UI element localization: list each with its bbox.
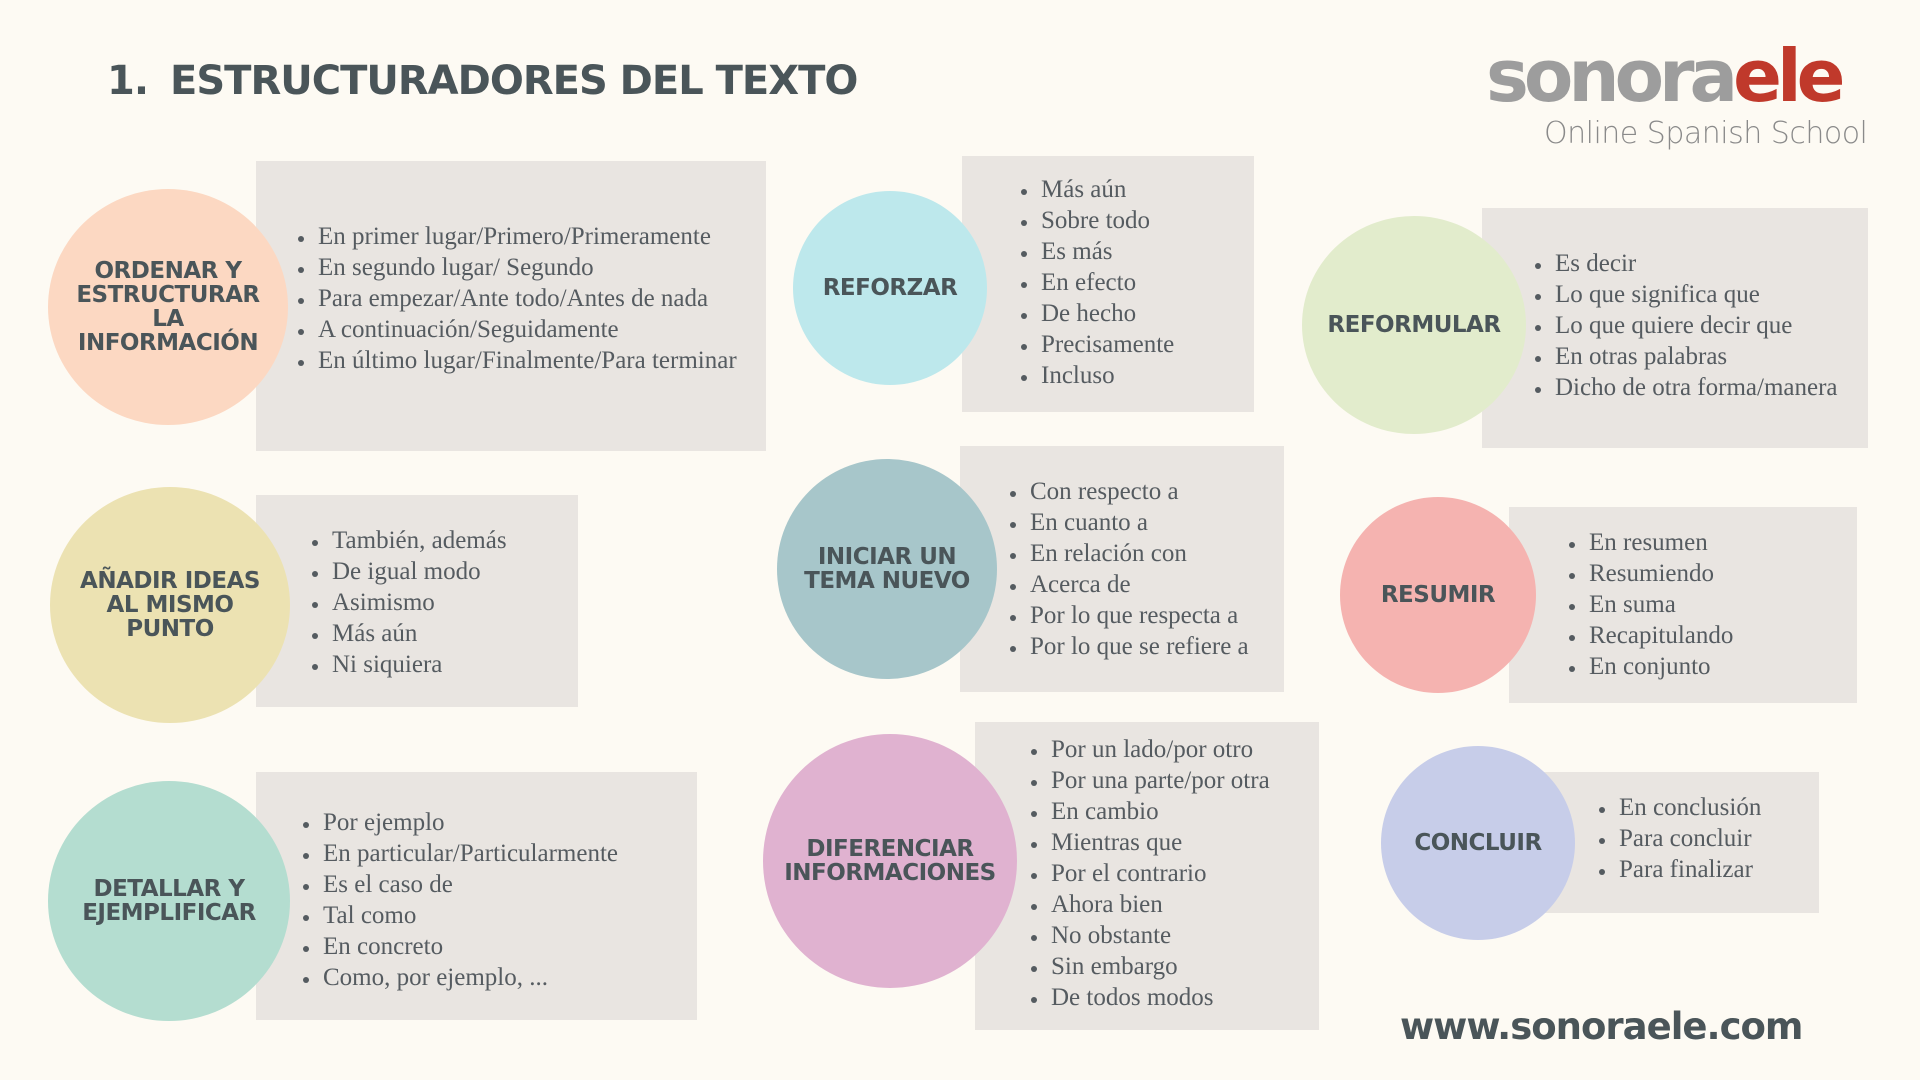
list-item: • En cuanto a <box>1028 507 1284 538</box>
list-item: • En particular/Particularmente <box>321 838 697 869</box>
list-item: • En conclusión <box>1617 792 1819 823</box>
logo-wordmark <box>1486 34 1841 118</box>
list-item: • Tal como <box>321 900 697 931</box>
list-item: • Sobre todo <box>1039 205 1254 236</box>
list-item: • También, además <box>330 525 578 556</box>
list-item: • Para finalizar <box>1617 854 1819 885</box>
list-item: • En otras palabras <box>1553 341 1868 372</box>
list-item: • Con respecto a <box>1028 476 1284 507</box>
list-item: • En concreto <box>321 931 697 962</box>
list-item: • Sin embargo <box>1049 951 1319 982</box>
list-item: • Precisamente <box>1039 329 1254 360</box>
list-item: • Por ejemplo <box>321 807 697 838</box>
list-item: • En conjunto <box>1587 651 1857 682</box>
list-concluir <box>1541 772 1819 885</box>
logo-word-red: ele <box>1733 34 1841 118</box>
list-item: • Para concluir <box>1617 823 1819 854</box>
list-ordenar <box>256 161 766 376</box>
list-reforzar <box>962 156 1254 391</box>
list-item: • Incluso <box>1039 360 1254 391</box>
circle-detallar <box>48 781 290 1021</box>
circle-anadir <box>50 487 290 723</box>
label-ordenar: ORDENAR Y ESTRUCTURAR LA INFORMACIÓN <box>76 258 260 356</box>
list-item: • Acerca de <box>1028 569 1284 600</box>
list-item: • Por lo que se refiere a <box>1028 631 1284 662</box>
logo-tagline: Online Spanish School <box>1544 116 1868 151</box>
title-text: ESTRUCTURADORES DEL TEXTO <box>170 58 858 104</box>
label-anadir: AÑADIR IDEAS AL MISMO PUNTO <box>80 568 260 642</box>
list-item: • A continuación/Seguidamente <box>316 314 746 345</box>
circle-concluir <box>1381 746 1575 940</box>
list-item: • En primer lugar/Primero/Primeramente <box>316 221 746 252</box>
box-detallar <box>256 772 697 1020</box>
list-item: • En último lugar/Finalmente/Para terminar <box>316 345 746 376</box>
list-item: • Como, por ejemplo, ... <box>321 962 697 993</box>
list-iniciar <box>960 446 1284 662</box>
list-item: • Mientras que <box>1049 827 1319 858</box>
list-item: • Resumiendo <box>1587 558 1857 589</box>
box-iniciar <box>960 446 1284 692</box>
box-concluir <box>1541 772 1819 913</box>
list-item: • Recapitulando <box>1587 620 1857 651</box>
sonoraele-logo <box>1486 34 1868 160</box>
list-item: • Asimismo <box>330 587 578 618</box>
title-number: 1. <box>107 58 149 104</box>
logo-word-grey: sonora <box>1486 34 1734 118</box>
list-item: • En cambio <box>1049 796 1319 827</box>
list-item: • En efecto <box>1039 267 1254 298</box>
list-reformular <box>1482 208 1868 403</box>
page-title <box>107 58 857 104</box>
circle-diferenciar <box>763 734 1017 988</box>
list-item: • Lo que significa que <box>1553 279 1868 310</box>
label-resumir: RESUMIR <box>1380 582 1496 608</box>
box-anadir <box>256 495 578 707</box>
box-resumir <box>1509 507 1857 703</box>
list-item: • Más aún <box>1039 174 1254 205</box>
list-item: • Es más <box>1039 236 1254 267</box>
list-resumir <box>1509 507 1857 682</box>
list-item: • En suma <box>1587 589 1857 620</box>
list-item: • De hecho <box>1039 298 1254 329</box>
list-detallar <box>256 772 697 993</box>
list-item: • No obstante <box>1049 920 1319 951</box>
label-iniciar: INICIAR UN TEMA NUEVO <box>804 544 970 594</box>
circle-ordenar <box>48 189 288 425</box>
label-reformular: REFORMULAR <box>1327 312 1501 338</box>
website-url: www.sonoraele.com <box>1400 1005 1803 1048</box>
circle-reforzar <box>793 191 987 385</box>
list-item: • Por un lado/por otro <box>1049 734 1319 765</box>
circle-reformular <box>1302 216 1526 434</box>
label-diferenciar: DIFERENCIAR INFORMACIONES <box>784 836 996 886</box>
list-item: • Más aún <box>330 618 578 649</box>
list-item: • Por el contrario <box>1049 858 1319 889</box>
label-reforzar: REFORZAR <box>822 275 958 301</box>
list-item: • Dicho de otra forma/manera <box>1553 372 1868 403</box>
label-detallar: DETALLAR Y EJEMPLIFICAR <box>82 876 256 926</box>
list-item: • De igual modo <box>330 556 578 587</box>
list-diferenciar <box>975 722 1319 1013</box>
list-item: • Es el caso de <box>321 869 697 900</box>
list-item: • Es decir <box>1553 248 1868 279</box>
box-diferenciar <box>975 722 1319 1030</box>
list-anadir <box>256 495 578 680</box>
list-item: • Lo que quiere decir que <box>1553 310 1868 341</box>
list-item: • Por lo que respecta a <box>1028 600 1284 631</box>
circle-iniciar <box>777 459 997 679</box>
list-item: • Para empezar/Ante todo/Antes de nada <box>316 283 746 314</box>
list-item: • De todos modos <box>1049 982 1319 1013</box>
label-concluir: CONCLUIR <box>1414 830 1542 856</box>
circle-resumir <box>1340 497 1536 693</box>
list-item: • Ni siquiera <box>330 649 578 680</box>
box-ordenar <box>256 161 766 451</box>
box-reformular <box>1482 208 1868 448</box>
list-item: • En relación con <box>1028 538 1284 569</box>
list-item: • Por una parte/por otra <box>1049 765 1319 796</box>
list-item: • Ahora bien <box>1049 889 1319 920</box>
list-item: • En segundo lugar/ Segundo <box>316 252 746 283</box>
list-item: • En resumen <box>1587 527 1857 558</box>
box-reforzar <box>962 156 1254 412</box>
